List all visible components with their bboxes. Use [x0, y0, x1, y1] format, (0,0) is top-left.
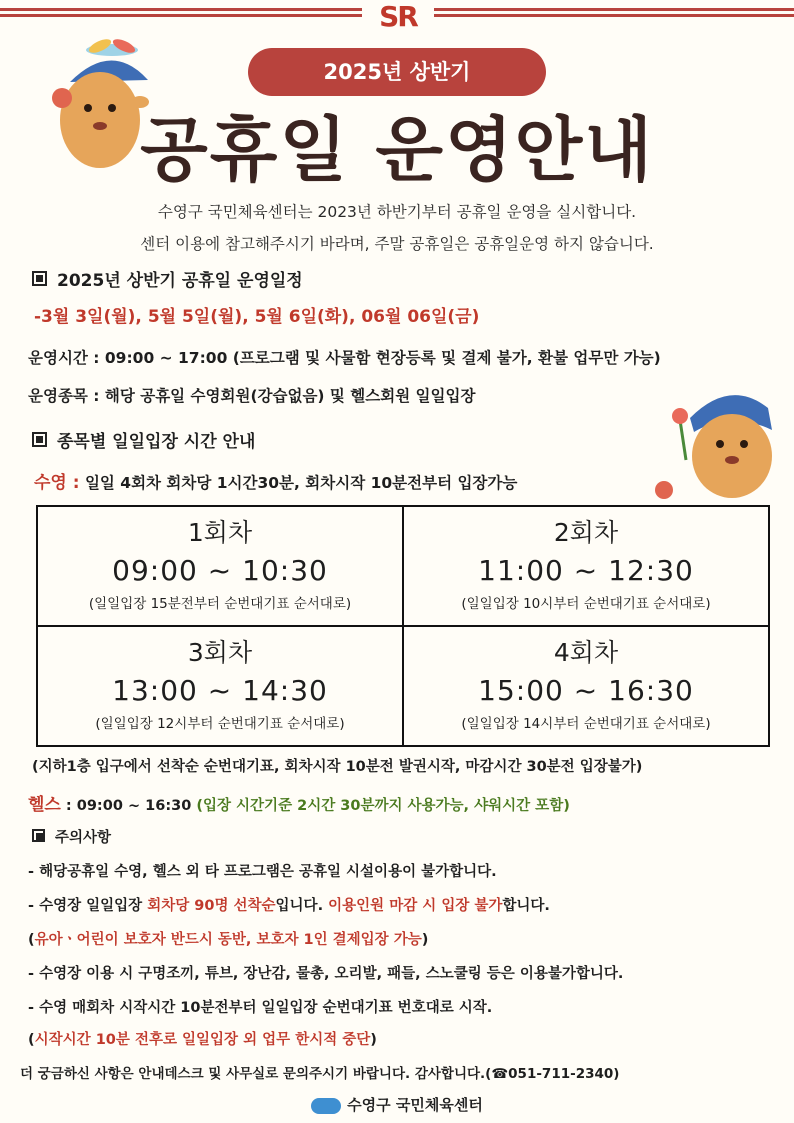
caution-5: - 수영 매회차 시작시간 10분전부터 일일입장 순번대기표 번호대로 시작.: [28, 1000, 493, 1016]
operating-hours: [28, 346, 661, 368]
caution-6-highlight: 시작시간 10분 전후로 일일입장 외 업무 한시적 중단: [34, 1032, 371, 1048]
caution-4: - 수영장 이용 시 구명조끼, 튜브, 장난감, 물총, 오리발, 패들, 스노쿨링 등은 이용불가합니다.: [28, 966, 624, 982]
square-bullet-icon: [32, 432, 47, 447]
caution-6: [28, 1028, 377, 1049]
flower-icon: [672, 408, 688, 460]
session-round: 3회차: [187, 638, 253, 667]
page-title: 공휴일 운영안내: [140, 109, 654, 191]
center-logo-icon: [311, 1098, 341, 1114]
caution-6-paren: ): [370, 1032, 377, 1048]
gym-time: : 09:00 ~ 16:30: [60, 798, 197, 814]
session-note: (일일입장 12시부터 순번대기표 순서대로): [95, 716, 345, 732]
intro-line-1: 수영구 국민체육센터는 2023년 하반기부터 공휴일 운영을 실시합니다.: [157, 203, 637, 221]
swim-label: 수영 :: [34, 473, 80, 493]
session-cell: [37, 506, 403, 626]
caution-2-text: 합니다.: [502, 898, 550, 914]
gym-label: 헬스: [28, 795, 61, 815]
session-cell: [403, 626, 769, 746]
caution-2: [28, 894, 550, 915]
swim-value: 일일 4회차 회차당 1시간30분, 회차시작 10분전부터 입장가능: [79, 474, 518, 492]
swim-info: [34, 468, 517, 493]
hours-label: 운영시간: [28, 349, 88, 367]
caution-1: - 해당공휴일 수영, 헬스 외 타 프로그램은 공휴일 시설이용이 불가합니다.: [28, 864, 497, 880]
table-note: (지하1층 입구에서 선착순 순번대기표, 회차시작 10분전 발권시작, 마감시간 30분전 입장불가): [32, 759, 643, 775]
cautions-heading: [32, 826, 111, 847]
caution-6-paren: (: [28, 1032, 35, 1048]
propeller-icon: [86, 36, 138, 56]
session-note: (일일입장 10시부터 순번대기표 순서대로): [461, 596, 711, 612]
session-cell: [403, 506, 769, 626]
gym-info: [28, 790, 570, 815]
entry-heading-text: 종목별 일일입장 시간 안내: [57, 432, 256, 452]
gym-note: (입장 시간기준 2시간 30분까지 사용가능, 샤워시간 포함): [196, 798, 570, 814]
footer: [0, 1094, 794, 1115]
session-time: 15:00 ~ 16:30: [478, 674, 694, 707]
entry-heading: [32, 427, 255, 452]
session-cell: [37, 626, 403, 746]
caution-2-highlight: 회차당 90명 선착순: [147, 898, 276, 914]
session-round: 2회차: [553, 518, 619, 547]
intro-line-2: 센터 이용에 참고해주시기 바라며, 주말 공휴일은 공휴일운영 하지 않습니다.: [140, 235, 654, 253]
caution-3: [28, 928, 428, 949]
schedule-heading-text: 2025년 상반기 공휴일 운영일정: [57, 271, 303, 291]
items-value: : 해당 공휴일 수영회원(강습없음) 및 헬스회원 일일입장: [87, 387, 476, 405]
items-label: 운영종목: [28, 387, 88, 405]
square-bullet-icon: [32, 829, 45, 842]
caution-2-highlight: 이용인원 마감 시 입장 불가: [328, 898, 503, 914]
caution-2-text: 입니다.: [275, 898, 329, 914]
mascot-right-image: [650, 380, 780, 500]
caution-3-highlight: 유아ㆍ어린이 보호자 반드시 동반, 보호자 1인 결제입장 가능: [34, 932, 422, 948]
caution-2-text: - 수영장 일일입장: [28, 898, 148, 914]
session-round: 1회차: [187, 518, 253, 547]
center-logo: SR: [362, 0, 434, 34]
caution-3-paren: ): [421, 932, 429, 948]
session-note: (일일입장 15분전부터 순번대기표 순서대로): [88, 596, 352, 612]
operating-items: [28, 384, 475, 406]
session-time: 09:00 ~ 10:30: [112, 554, 328, 587]
session-time: 13:00 ~ 14:30: [112, 674, 328, 707]
square-bullet-icon: [32, 271, 47, 286]
schedule-heading: [32, 266, 303, 291]
period-badge: 2025년 상반기: [248, 48, 546, 96]
contact-line: 더 궁금하신 사항은 안내데스크 및 사무실로 문의주시기 바랍니다. 감사합니다.(☎051-711-2340): [20, 1066, 620, 1082]
footer-text: 수영구 국민체육센터: [347, 1096, 483, 1114]
session-table: [36, 505, 770, 747]
caution-3-paren: (: [28, 932, 35, 948]
holiday-dates: -3월 3일(월), 5월 5일(월), 5월 6일(화), 06월 06일(금): [34, 307, 480, 327]
session-time: 11:00 ~ 12:30: [478, 554, 694, 587]
hours-value: : 09:00 ~ 17:00 (프로그램 및 사물함 현장등록 및 결제 불가, 환불 업무만 가능): [87, 349, 661, 367]
session-note: (일일입장 14시부터 순번대기표 순서대로): [461, 716, 711, 732]
cautions-heading-text: 주의사항: [55, 830, 112, 846]
session-round: 4회차: [553, 638, 619, 667]
